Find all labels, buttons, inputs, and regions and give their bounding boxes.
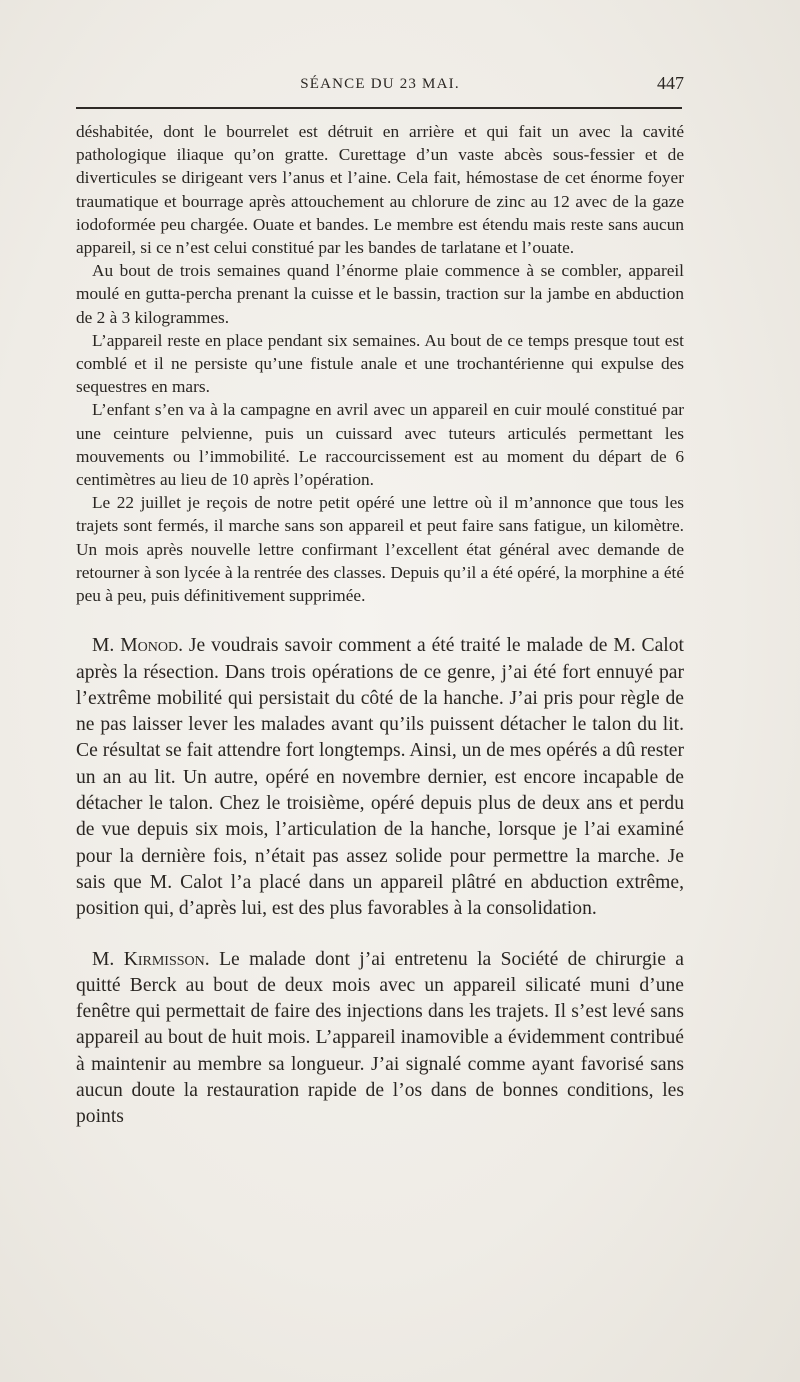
header-rule [76, 107, 682, 109]
paragraph: L’enfant s’en va à la campagne en avril avec un appareil en cuir moulé constitué par une ceinture pelvienne, puis un cuissard avec tuteurs articulés permettant les mouvements ou l’immobilité. Le raccourcissement est au moment du départ de 6 centimètres au lieu de 10 après l’opération. [76, 400, 684, 490]
discussion-paragraph-kirmisson [76, 947, 684, 1131]
paragraph: Au bout de trois semaines quand l’énorme plaie commence à se combler, appareil moulé en gutta-percha prenant la cuisse et le bassin, traction sur la jambe en abduction de 2 à 3 kilogrammes. [76, 261, 684, 327]
paragraph: Le 22 juillet je reçois de notre petit opéré une lettre où il m’annonce que tous les trajets sont fermés, il marche sans son appareil et peut faire sans fatigue, un kilomètre. Un mois après nouvelle lettre confirmant l’excellent état général avec demande de retourner à son lycée à la rentrée des classes. Depuis qu’il a été opéré, la morphine a été peu à peu, puis définitivement supprimée. [76, 493, 684, 606]
speaker-name: M. Kirmisson. [92, 948, 210, 970]
discussion-text: Le malade dont j’ai entretenu la Société de chirurgie a quitté Berck au bout de deux mois avec un appareil silicaté muni d’une fenêtre qui permettait de faire des injections dans les trajets. Il s’est levé sans appareil au bout de huit mois. L’appareil inamovible a évidemment contribué à maintenir au membre sa longueur. J’ai signalé comme ayant favorisé sans aucun doute la restauration rapide de l’os dans de bonnes conditions, les points [76, 948, 685, 1128]
paragraph: L’appareil reste en place pendant six semaines. Au bout de ce temps presque tout est comblé et il ne persiste qu’une fistule anale et une trochantérienne qui expulse des sequestres en mars. [76, 330, 684, 397]
running-head: SÉANCE DU 23 MAI. [300, 76, 460, 92]
paragraph: déshabitée, dont le bourrelet est détruit en arrière et qui fait un avec la cavité pathologique iliaque qu’on gratte. Curettage d’un vaste abcès sous-fessier et de diverticules se dirigeant vers l’anus et l’aine. Cela fait, hémostase de cet énorme foyer traumatique et bourrage après attouchement au chlorure de zinc au 12 avec de la gaze iodoformée peu chargée. Ouate et bandes. Le membre est étendu mais reste sans aucun appareil, si ce n’est celui constitué par les bandes de tarlatane et l’ouate. [76, 122, 684, 258]
body-text [76, 120, 684, 1131]
speaker-name: M. Monod. [92, 635, 183, 657]
discussion-paragraph-monod [76, 633, 684, 922]
page-number: 447 [657, 73, 684, 93]
discussion-text: Je voudrais savoir comment a été traité le malade de M. Calot après la résection. Dans trois opérations de ce genre, j’ai été fort ennuyé par l’extrême mobilité qui persistait du côté de la hanche. J’ai pris pour règle de ne pas laisser lever les malades avant qu’ils puissent détacher le talon du lit. Ce résultat se fait attendre fort longtemps. Ainsi, un de mes opérés a dû rester un an au lit. Un autre, opéré en novembre dernier, est encore incapable de détacher le talon. Chez le troisième, opéré depuis plus de deux ans et perdu de vue depuis six mois, l’articulation de la hanche, lorsque je l’ai examiné pour la dernière fois, n’était pas assez solide pour permettre la marche. Je sais que M. Calot l’a placé dans un appareil plâtré en abduction extrême, position qui, d’après lui, est des plus favorables à la consolidation. [76, 635, 684, 920]
page-header [76, 73, 684, 100]
